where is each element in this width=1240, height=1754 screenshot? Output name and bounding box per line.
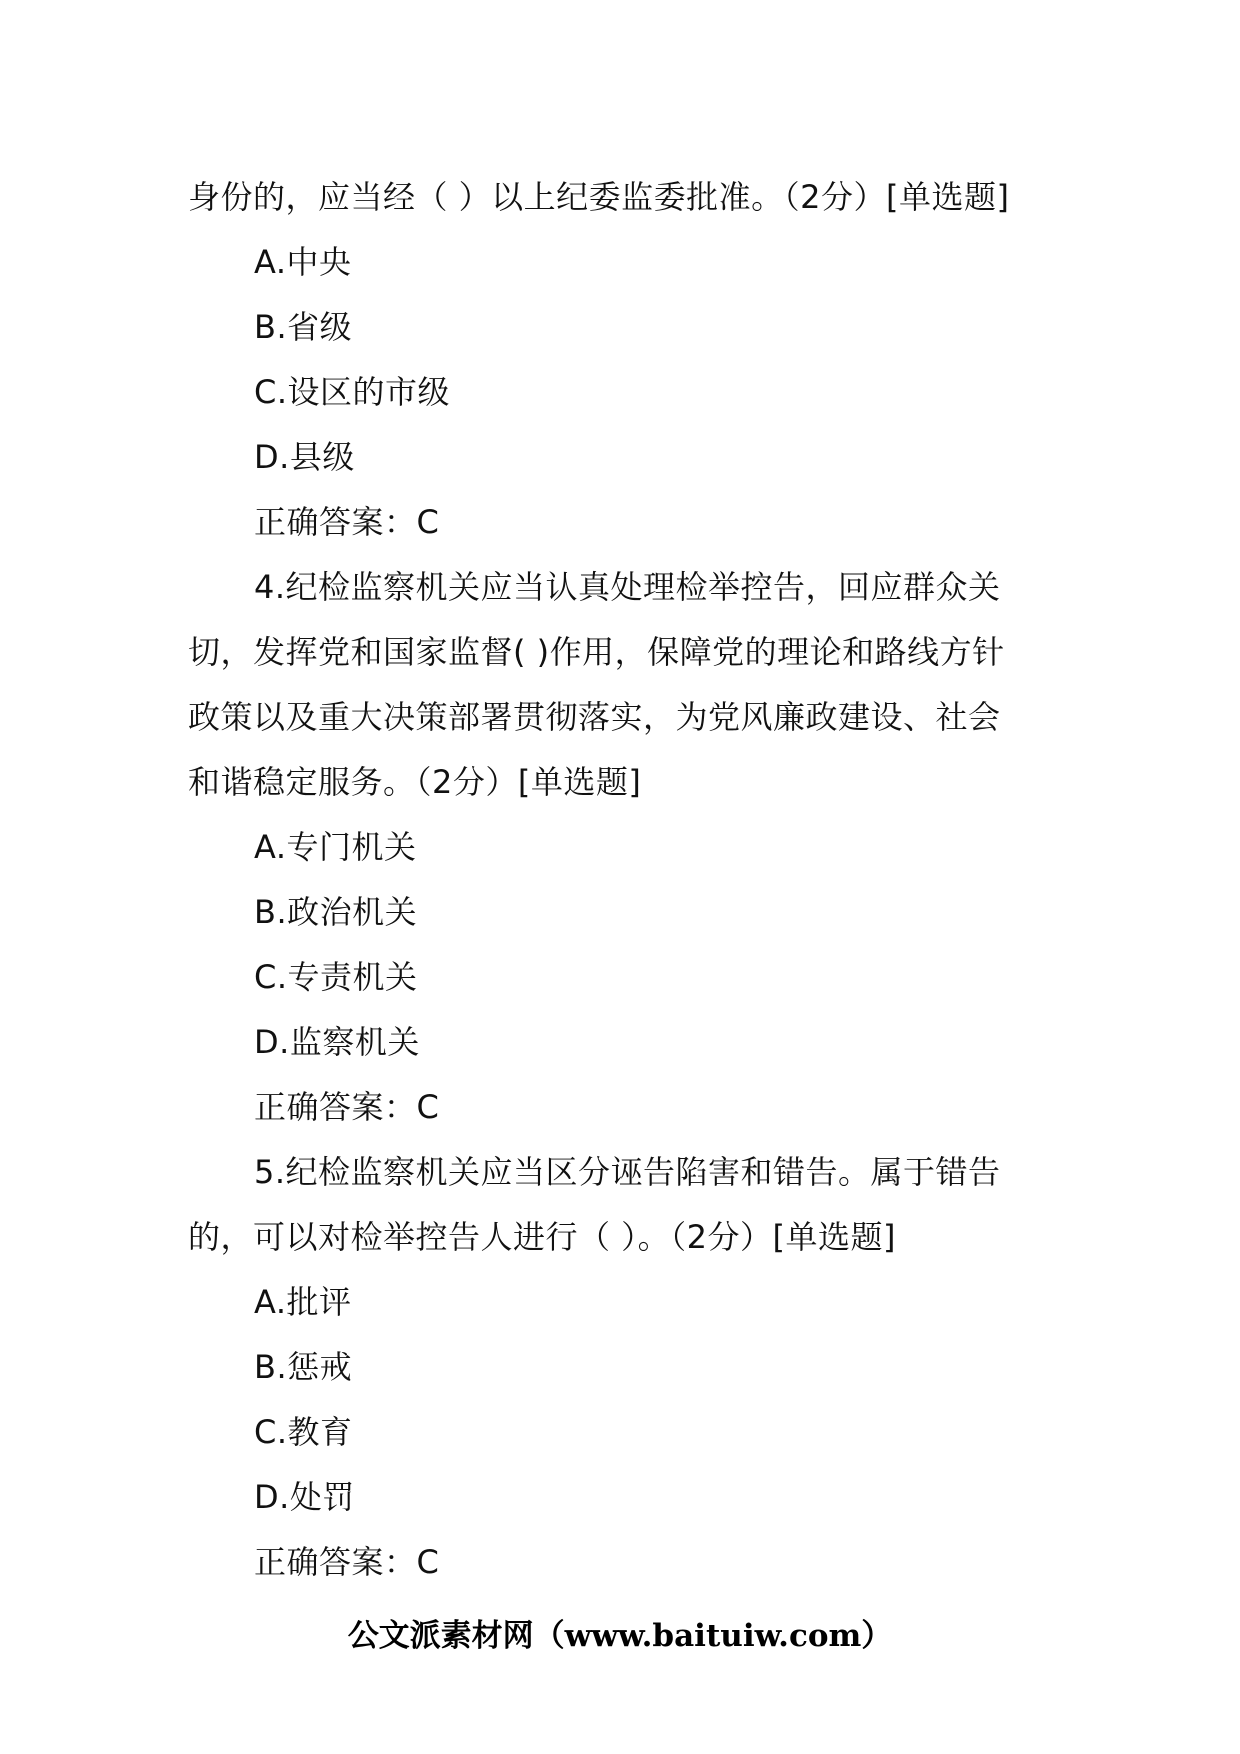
option-line: A.专门机关: [254, 828, 417, 866]
answer-line: 正确答案：C: [254, 503, 440, 541]
option-line: D.县级: [254, 438, 355, 476]
answer-line: 正确答案：C: [254, 1543, 440, 1581]
option-line: D.处罚: [254, 1478, 355, 1516]
text-line: 和谐稳定服务。（2分）[单选题]: [188, 763, 642, 801]
text-line: 切，发挥党和国家监督( )作用，保障党的理论和路线方针: [188, 633, 1005, 671]
option-line: B.惩戒: [254, 1348, 353, 1386]
question-line: 4.纪检监察机关应当认真处理检举控告，回应群众关: [254, 568, 1001, 606]
text-line: 身份的，应当经（ ）以上纪委监委批准。（2分）[单选题]: [188, 178, 1010, 216]
option-line: A.批评: [254, 1283, 352, 1321]
option-line: B.政治机关: [254, 893, 418, 931]
page-footer: 公文派素材网（www.baituiw.com）: [347, 1618, 893, 1654]
option-line: A.中央: [254, 243, 352, 281]
option-line: C.设区的市级: [254, 373, 451, 411]
document-body: [188, 165, 1058, 1595]
option-line: B.省级: [254, 308, 353, 346]
text-line: 的，可以对检举控告人进行（ ）。（2分）[单选题]: [188, 1218, 897, 1256]
option-line: C.教育: [254, 1413, 353, 1451]
option-line: D.监察机关: [254, 1023, 420, 1061]
answer-line: 正确答案：C: [254, 1088, 440, 1126]
option-line: C.专责机关: [254, 958, 418, 996]
text-line: 政策以及重大决策部署贯彻落实，为党风廉政建设、社会: [188, 698, 1001, 736]
question-line: 5.纪检监察机关应当区分诬告陷害和错告。属于错告: [254, 1153, 1001, 1191]
